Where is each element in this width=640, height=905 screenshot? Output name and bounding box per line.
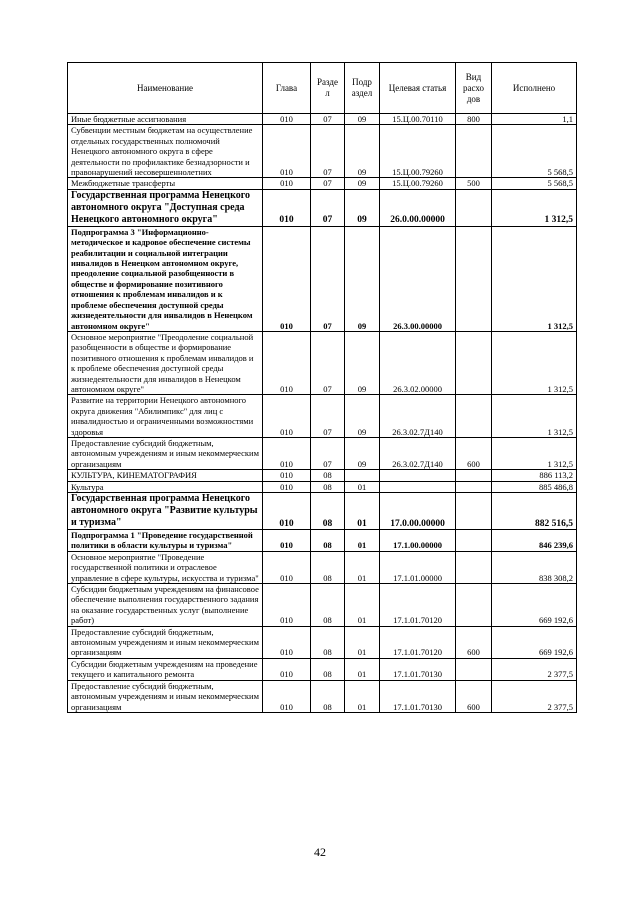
cell-glava: 010 (263, 331, 311, 394)
table-row (68, 395, 577, 438)
cell-result: 1 312,5 (492, 395, 577, 438)
table-row (68, 437, 577, 469)
cell-podrazdel: 09 (345, 395, 380, 438)
cell-name: Государственная программа Ненецкого автономного округа "Доступная среда Ненецкого автономного округа" (68, 189, 263, 226)
header-row (68, 63, 577, 114)
cell-result: 1 312,5 (492, 226, 577, 331)
cell-name: Культура (68, 481, 263, 492)
cell-vid (456, 125, 492, 178)
cell-podrazdel: 09 (345, 226, 380, 331)
cell-name: Основное мероприятие "Преодоление социальной разобщенности в обществе и формирование позитивного отношения к проблемам инвалидов и к проблеме обеспечения доступной среды жизнедеятельности для инвалидов в Ненецком автономном округе" (68, 331, 263, 394)
table-row (68, 680, 577, 712)
cell-razdel: 08 (311, 470, 345, 481)
cell-razdel: 07 (311, 178, 345, 189)
cell-vid: 600 (456, 680, 492, 712)
table-row (68, 178, 577, 189)
cell-glava: 010 (263, 530, 311, 552)
cell-vid (456, 470, 492, 481)
cell-vid (456, 189, 492, 226)
cell-target: 26.3.02.7Д140 (380, 395, 456, 438)
cell-name: Субсидии бюджетным учреждениям на финансовое обеспечение выполнения государственного задания на оказание государственных услуг (выполнение работ) (68, 584, 263, 627)
cell-name: Подпрограмма 3 "Информационно-методическое и кадровое обеспечение системы реабилитации и социальной интеграции инвалидов в Ненецком автономном округе, преодоление социальной разобщенности в обществе и формирование позитивного отношения к проблемам инвалидов и к проблеме обеспечения доступной среды жизнедеятельности для инвалидов в Ненецком автономном округе" (68, 226, 263, 331)
cell-target: 15.Ц.00.79260 (380, 125, 456, 178)
table-row (68, 114, 577, 125)
budget-table (67, 62, 577, 713)
cell-result: 1,1 (492, 114, 577, 125)
cell-razdel: 08 (311, 493, 345, 530)
cell-vid (456, 658, 492, 680)
cell-result: 5 568,5 (492, 178, 577, 189)
cell-result: 1 312,5 (492, 331, 577, 394)
cell-vid (456, 481, 492, 492)
cell-vid (456, 395, 492, 438)
cell-target: 26.3.02.7Д140 (380, 437, 456, 469)
table-row (68, 226, 577, 331)
cell-result: 5 568,5 (492, 125, 577, 178)
cell-podrazdel: 09 (345, 125, 380, 178)
cell-target: 17.1.01.70130 (380, 680, 456, 712)
cell-glava: 010 (263, 437, 311, 469)
cell-podrazdel (345, 470, 380, 481)
header-podrazdel: Подр аздел (345, 63, 380, 114)
cell-podrazdel: 01 (345, 530, 380, 552)
cell-podrazdel: 01 (345, 493, 380, 530)
cell-glava: 010 (263, 395, 311, 438)
cell-name: Государственная программа Ненецкого автономного округа "Развитие культуры и туризма" (68, 493, 263, 530)
cell-glava: 010 (263, 658, 311, 680)
cell-name: Субвенции местным бюджетам на осуществление отдельных государственных полномочий Ненецкого автономного округа в сфере деятельности по профилактике безнадзорности и правонарушений несовершеннолетних (68, 125, 263, 178)
cell-result: 669 192,6 (492, 584, 577, 627)
cell-target: 17.1.00.00000 (380, 530, 456, 552)
table-row (68, 493, 577, 530)
cell-result: 2 377,5 (492, 658, 577, 680)
header-vid: Вид расхо дов (456, 63, 492, 114)
cell-razdel: 08 (311, 551, 345, 583)
cell-target: 15.Ц.00.70110 (380, 114, 456, 125)
table-row (68, 626, 577, 658)
cell-vid: 800 (456, 114, 492, 125)
header-name: Наименование (68, 63, 263, 114)
cell-result: 2 377,5 (492, 680, 577, 712)
cell-razdel: 07 (311, 114, 345, 125)
cell-target: 17.1.01.70120 (380, 584, 456, 627)
cell-name: Иные бюджетные ассигнования (68, 114, 263, 125)
cell-target: 17.1.01.00000 (380, 551, 456, 583)
cell-name: Предоставление субсидий бюджетным, автономным учреждениям и иным некоммерческим организациям (68, 680, 263, 712)
cell-name: КУЛЬТУРА, КИНЕМАТОГРАФИЯ (68, 470, 263, 481)
cell-podrazdel: 01 (345, 584, 380, 627)
cell-glava: 010 (263, 226, 311, 331)
cell-podrazdel: 09 (345, 331, 380, 394)
table-row (68, 189, 577, 226)
cell-vid (456, 530, 492, 552)
cell-target (380, 481, 456, 492)
cell-result: 1 312,5 (492, 437, 577, 469)
cell-name: Предоставление субсидий бюджетным, автономным учреждениям и иным некоммерческим организациям (68, 626, 263, 658)
cell-podrazdel: 01 (345, 658, 380, 680)
cell-target: 17.1.01.70130 (380, 658, 456, 680)
header-target: Целевая статья (380, 63, 456, 114)
cell-vid (456, 493, 492, 530)
cell-razdel: 08 (311, 481, 345, 492)
cell-glava: 010 (263, 470, 311, 481)
cell-podrazdel: 01 (345, 481, 380, 492)
cell-result: 1 312,5 (492, 189, 577, 226)
cell-razdel: 07 (311, 189, 345, 226)
cell-target: 17.1.01.70120 (380, 626, 456, 658)
cell-vid: 500 (456, 178, 492, 189)
cell-name: Предоставление субсидий бюджетным, автономным учреждениям и иным некоммерческим организациям (68, 437, 263, 469)
cell-glava: 010 (263, 178, 311, 189)
header-result: Исполнено (492, 63, 577, 114)
cell-vid: 600 (456, 437, 492, 469)
table-row (68, 331, 577, 394)
cell-podrazdel: 01 (345, 680, 380, 712)
table-row (68, 470, 577, 481)
cell-podrazdel: 01 (345, 626, 380, 658)
cell-podrazdel: 09 (345, 114, 380, 125)
page-number: 42 (314, 845, 326, 859)
cell-result: 885 486,8 (492, 481, 577, 492)
cell-razdel: 07 (311, 125, 345, 178)
cell-name: Основное мероприятие "Проведение государственной политики и отраслевое управление в сфере культуры, искусства и туризма" (68, 551, 263, 583)
cell-glava: 010 (263, 584, 311, 627)
cell-podrazdel: 09 (345, 189, 380, 226)
cell-vid (456, 551, 492, 583)
table-row (68, 125, 577, 178)
cell-glava: 010 (263, 114, 311, 125)
cell-glava: 010 (263, 493, 311, 530)
cell-glava: 010 (263, 481, 311, 492)
cell-name: Субсидии бюджетным учреждениям на проведение текущего и капитального ремонта (68, 658, 263, 680)
cell-glava: 010 (263, 551, 311, 583)
cell-name: Подпрограмма 1 "Проведение государственной политики в области культуры и туризма" (68, 530, 263, 552)
table-row (68, 530, 577, 552)
table-row (68, 551, 577, 583)
table-row (68, 584, 577, 627)
cell-vid (456, 331, 492, 394)
cell-razdel: 07 (311, 437, 345, 469)
cell-vid: 600 (456, 626, 492, 658)
cell-target: 26.3.02.00000 (380, 331, 456, 394)
cell-razdel: 08 (311, 680, 345, 712)
cell-result: 669 192,6 (492, 626, 577, 658)
cell-result: 886 113,2 (492, 470, 577, 481)
cell-razdel: 08 (311, 626, 345, 658)
table-row (68, 481, 577, 492)
cell-podrazdel: 09 (345, 178, 380, 189)
cell-razdel: 07 (311, 331, 345, 394)
cell-result: 838 308,2 (492, 551, 577, 583)
cell-glava: 010 (263, 125, 311, 178)
cell-target: 26.0.00.00000 (380, 189, 456, 226)
cell-target: 26.3.00.00000 (380, 226, 456, 331)
cell-result: 882 516,5 (492, 493, 577, 530)
cell-glava: 010 (263, 189, 311, 226)
cell-podrazdel: 01 (345, 551, 380, 583)
cell-name: Развитие на территории Ненецкого автономного округа движения "Абилимпикс" для лиц с инвалидностью и ограниченными возможностями здоровья (68, 395, 263, 438)
cell-vid (456, 226, 492, 331)
cell-glava: 010 (263, 680, 311, 712)
cell-razdel: 08 (311, 658, 345, 680)
cell-razdel: 08 (311, 530, 345, 552)
header-glava: Глава (263, 63, 311, 114)
cell-razdel: 08 (311, 584, 345, 627)
header-razdel: Разде л (311, 63, 345, 114)
cell-target (380, 470, 456, 481)
cell-result: 846 239,6 (492, 530, 577, 552)
cell-razdel: 07 (311, 395, 345, 438)
table-row (68, 658, 577, 680)
cell-razdel: 07 (311, 226, 345, 331)
cell-podrazdel: 09 (345, 437, 380, 469)
cell-vid (456, 584, 492, 627)
cell-name: Межбюджетные трансферты (68, 178, 263, 189)
cell-glava: 010 (263, 626, 311, 658)
cell-target: 15.Ц.00.79260 (380, 178, 456, 189)
cell-target: 17.0.00.00000 (380, 493, 456, 530)
